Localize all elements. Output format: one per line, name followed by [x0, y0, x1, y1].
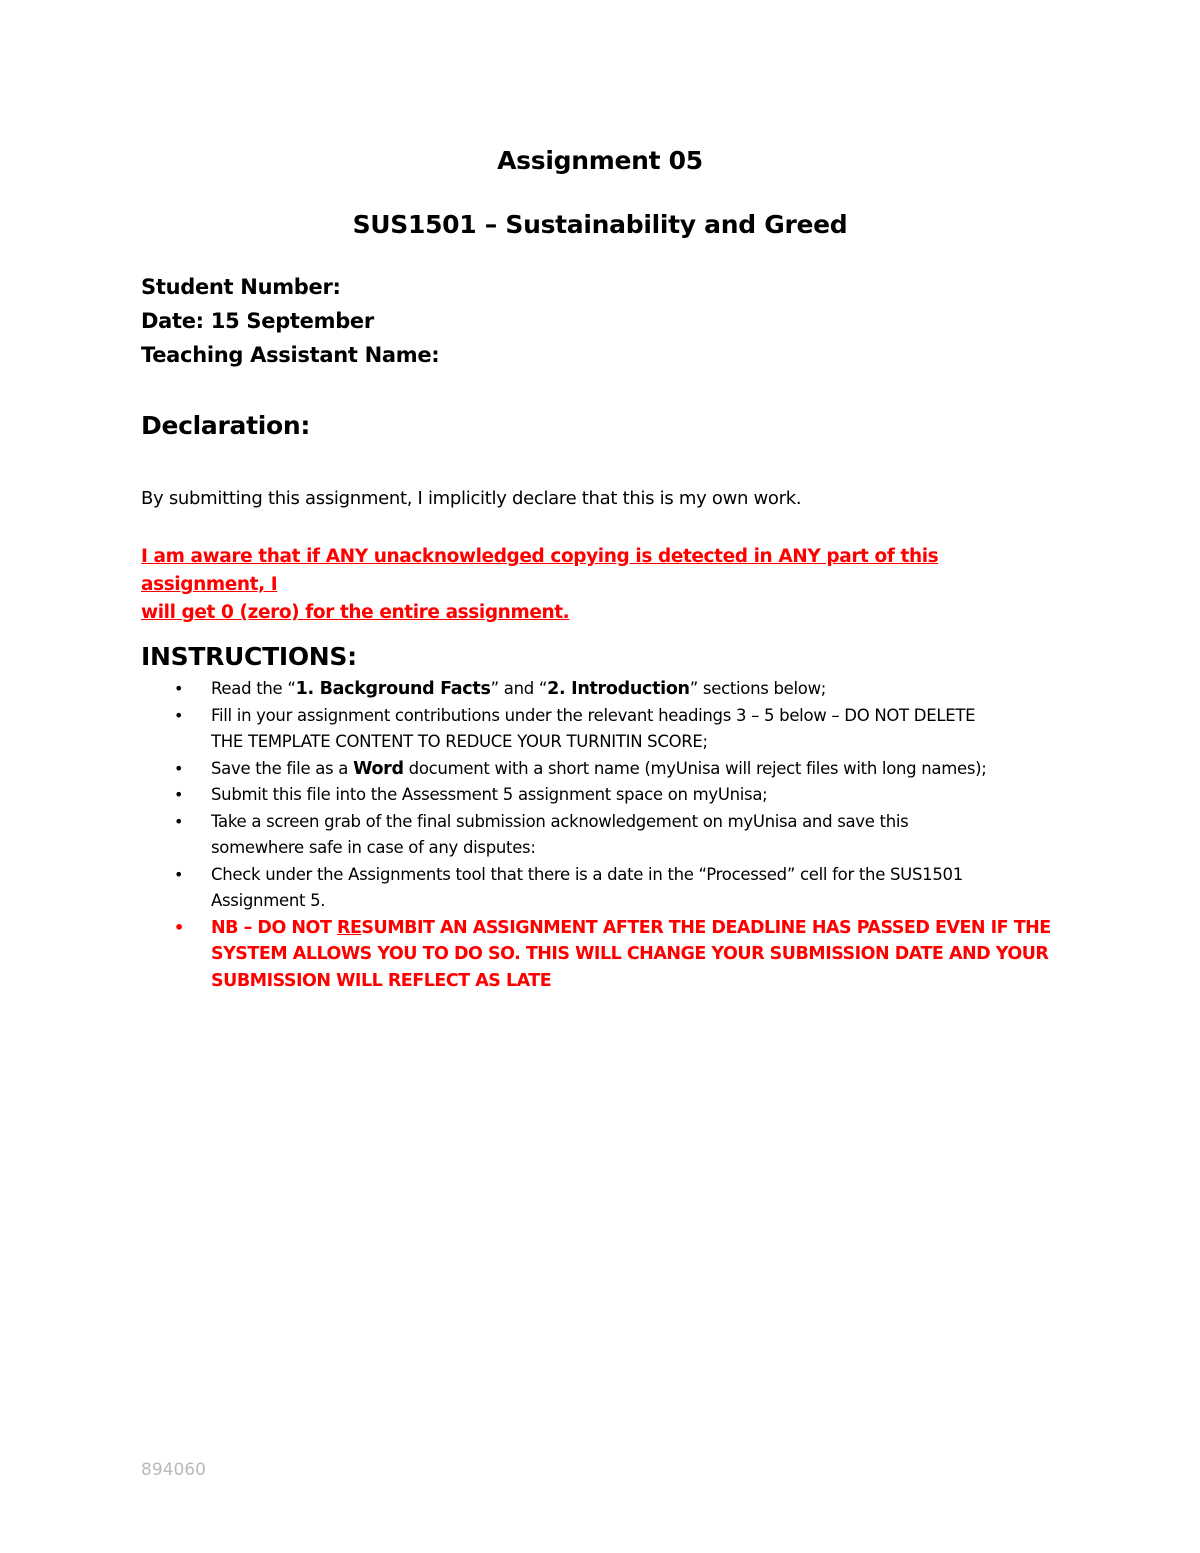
- list-item: • Read the “1. Background Facts” and “2. Introduction” sections below;: [141, 676, 1061, 703]
- instructions-heading: INSTRUCTIONS:: [141, 642, 357, 671]
- list-item: • Save the file as a Word document with a short name (myUnisa will reject files with long names);: [141, 756, 1061, 783]
- student-number-label: Student Number:: [141, 275, 341, 299]
- bullet-icon: •: [174, 705, 184, 725]
- list-item: • Submit this file into the Assessment 5 assignment space on myUnisa;: [141, 782, 1061, 809]
- document-title: Assignment 05: [497, 146, 703, 175]
- list-item: • Take a screen grab of the final submission acknowledgement on myUnisa and save this somewhere safe in case of any disputes:: [141, 809, 1061, 862]
- bullet-icon: •: [174, 917, 184, 937]
- date-label: Date: 15 September: [141, 309, 374, 333]
- bullet-icon: •: [174, 864, 184, 884]
- student-details: [141, 270, 439, 372]
- document-subtitle: SUS1501 – Sustainability and Greed: [352, 210, 848, 239]
- bullet-icon: •: [174, 758, 184, 778]
- declaration-warning: [141, 543, 1061, 627]
- bullet-icon: •: [174, 811, 184, 831]
- warning-line-2: will get 0 (zero) for the entire assignment.: [141, 602, 570, 623]
- list-item: • Check under the Assignments tool that there is a date in the “Processed” cell for the SUS1501 Assignment 5.: [141, 862, 1061, 915]
- bullet-icon: •: [174, 785, 184, 804]
- bullet-icon: •: [174, 679, 184, 698]
- list-item-nb-warning: • NB – DO NOT RESUMBIT AN ASSIGNMENT AFTER THE DEADLINE HAS PASSED EVEN IF THE SYSTEM ALLOWS YOU TO DO SO. THIS WILL CHANGE YOUR SUBMISSION DATE AND YOUR SUBMISSION WILL REFLECT AS LATE: [141, 915, 1061, 995]
- declaration-heading: Declaration:: [141, 411, 311, 440]
- warning-line-1: I am aware that if ANY unacknowledged copying is detected in ANY part of this assignment, I: [141, 546, 939, 595]
- instructions-list: [141, 676, 1061, 994]
- declaration-statement: By submitting this assignment, I implicitly declare that this is my own work.: [141, 488, 802, 509]
- list-item: • Fill in your assignment contributions under the relevant headings 3 – 5 below – DO NOT DELETE THE TEMPLATE CONTENT TO REDUCE YOUR TURNITIN SCORE;: [141, 703, 1061, 756]
- teaching-assistant-label: Teaching Assistant Name:: [141, 343, 440, 367]
- document-id-footer: 894060: [141, 1460, 206, 1480]
